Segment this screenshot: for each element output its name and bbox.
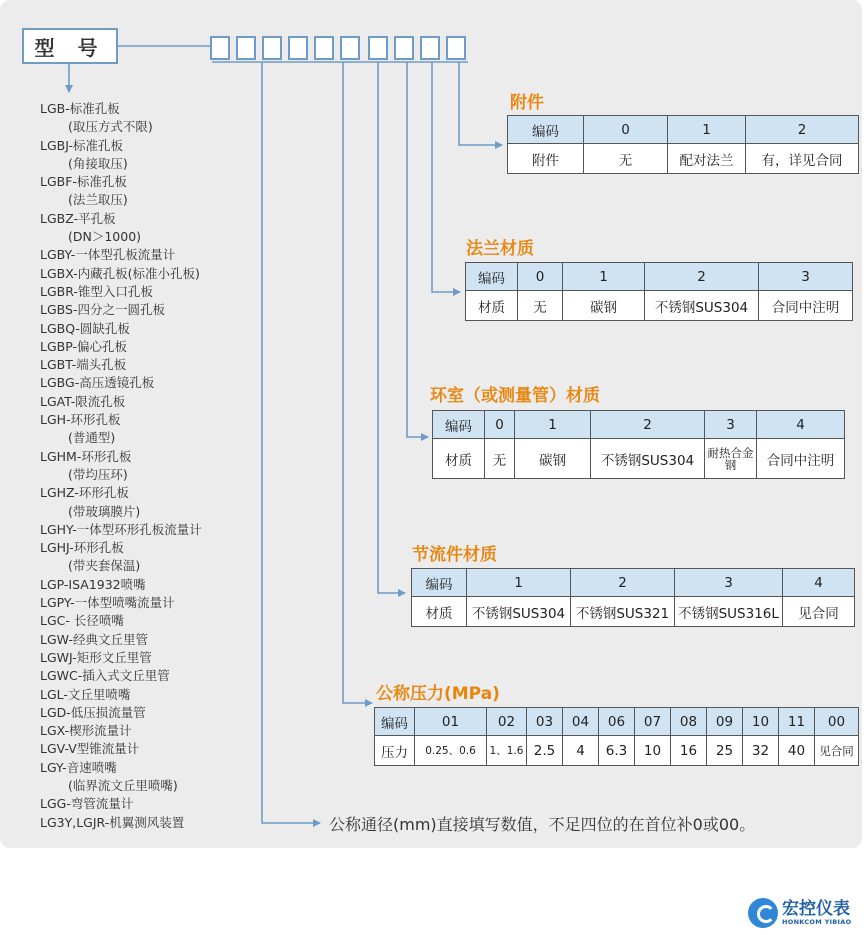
model-list-item: LGB-标准孔板 bbox=[40, 101, 120, 116]
ring-connector bbox=[407, 62, 428, 437]
model-list-item: LGG-弯管流量计 bbox=[40, 796, 134, 812]
row-cell: 合同中注明 bbox=[759, 291, 853, 321]
model-list-item: LGWC-插入式文丘里管 bbox=[40, 668, 170, 684]
code-box bbox=[446, 36, 466, 60]
code-box bbox=[420, 36, 440, 60]
header-cell: 3 bbox=[705, 411, 757, 439]
header-cell: 1 bbox=[467, 569, 571, 597]
logo-mark-icon bbox=[748, 898, 778, 928]
header-cell: 2 bbox=[645, 263, 759, 291]
model-list-item: (普通型) bbox=[68, 430, 116, 446]
row-cell: 碳钢 bbox=[515, 439, 591, 479]
model-list-item: LGHY-一体型环形孔板流量计 bbox=[40, 521, 202, 537]
code-box bbox=[288, 36, 308, 60]
model-list-item: (临界流文丘里喷嘴) bbox=[68, 777, 178, 793]
header-cell: 02 bbox=[487, 708, 527, 736]
header-cell: 0 bbox=[485, 411, 515, 439]
pressure-connector bbox=[343, 62, 372, 703]
row-cell: 压力 bbox=[375, 736, 415, 766]
code-box bbox=[394, 36, 414, 60]
model-list-item: LGY-音速喷嘴 bbox=[40, 759, 117, 775]
model-list-item: (角接取压) bbox=[68, 155, 128, 171]
header-cell: 1 bbox=[563, 263, 645, 291]
code-box bbox=[368, 36, 388, 60]
model-list-item: LGBX-内藏孔板(标准小孔板) bbox=[40, 265, 200, 281]
header-cell: 3 bbox=[675, 569, 783, 597]
header-cell: 编码 bbox=[466, 263, 518, 291]
model-list-item: LGBS-四分之一圆孔板 bbox=[40, 302, 165, 318]
header-cell: 2 bbox=[571, 569, 675, 597]
row-cell: 16 bbox=[671, 736, 707, 766]
model-list-item: LGHJ-环形孔板 bbox=[40, 540, 124, 556]
header-cell: 03 bbox=[527, 708, 563, 736]
row-cell: 4 bbox=[563, 736, 599, 766]
throttle-title: 节流件材质 bbox=[412, 545, 497, 565]
model-list-item: LGBT-端头孔板 bbox=[40, 357, 127, 373]
flange-connector bbox=[432, 62, 460, 292]
row-cell: 1、1.6 bbox=[487, 736, 527, 766]
model-list-item: (取压方式不限) bbox=[68, 119, 153, 135]
header-cell: 2 bbox=[591, 411, 705, 439]
header-cell: 编码 bbox=[412, 569, 467, 597]
row-cell: 25 bbox=[707, 736, 743, 766]
model-list-item: (法兰取压) bbox=[68, 192, 128, 208]
model-list-item: LGHZ-环形孔板 bbox=[40, 485, 129, 501]
model-list-item: LGL-文丘里喷嘴 bbox=[40, 686, 131, 702]
row-cell: 配对法兰 bbox=[668, 144, 746, 174]
diameter-connector bbox=[262, 62, 320, 823]
model-list-item: LGBJ-标准孔板 bbox=[40, 137, 123, 153]
header-cell: 04 bbox=[563, 708, 599, 736]
model-list-item: LGW-经典文丘里管 bbox=[40, 631, 149, 647]
header-cell: 编码 bbox=[433, 411, 485, 439]
model-list-item: LGAT-限流孔板 bbox=[40, 393, 126, 409]
accessory-table bbox=[507, 115, 859, 174]
header-cell: 3 bbox=[759, 263, 853, 291]
row-cell: 不锈钢SUS304 bbox=[645, 291, 759, 321]
header-cell: 2 bbox=[746, 116, 859, 144]
header-cell: 00 bbox=[815, 708, 859, 736]
header-cell: 0 bbox=[518, 263, 563, 291]
pressure-title: 公称压力(MPa) bbox=[376, 684, 500, 704]
logo-cn: 宏控仪表 bbox=[782, 899, 850, 919]
header-cell: 4 bbox=[783, 569, 855, 597]
row-cell: 6.3 bbox=[599, 736, 635, 766]
row-cell: 材质 bbox=[433, 439, 485, 479]
model-list-item: LGP-ISA1932喷嘴 bbox=[40, 576, 146, 592]
header-cell: 07 bbox=[635, 708, 671, 736]
row-cell: 10 bbox=[635, 736, 671, 766]
throttle-table bbox=[411, 568, 855, 627]
ring-title: 环室（或测量管）材质 bbox=[430, 386, 600, 406]
model-list-item: LGD-低压损流量管 bbox=[40, 704, 146, 720]
header-cell: 0 bbox=[584, 116, 668, 144]
diameter-note: 公称通径(mm)直接填写数值，不足四位的在首位补0或00。 bbox=[329, 815, 756, 834]
header-cell: 01 bbox=[415, 708, 487, 736]
model-list-item: LGWJ-矩形文丘里管 bbox=[40, 649, 152, 665]
row-cell: 见合同 bbox=[783, 597, 855, 627]
model-list-item: LGBR-锥型入口孔板 bbox=[40, 283, 153, 299]
model-list-item: LGH-环形孔板 bbox=[40, 412, 121, 428]
model-list-item: LGBQ-圆缺孔板 bbox=[40, 320, 130, 336]
code-box bbox=[210, 36, 230, 60]
model-list-item: LG3Y,LGJR-机翼测风装置 bbox=[40, 814, 185, 830]
row-cell: 无 bbox=[584, 144, 668, 174]
brand-logo bbox=[748, 898, 851, 928]
row-cell: 材质 bbox=[466, 291, 518, 321]
model-list-item: (带玻璃膜片) bbox=[68, 503, 141, 519]
model-label-box: 型 号 bbox=[22, 28, 118, 64]
code-box bbox=[236, 36, 256, 60]
model-list-item: LGV-V型锥流量计 bbox=[40, 741, 140, 757]
model-list-item: (带夹套保温) bbox=[68, 558, 141, 574]
row-cell: 材质 bbox=[412, 597, 467, 627]
model-list-item: LGBZ-平孔板 bbox=[40, 210, 116, 226]
row-cell: 合同中注明 bbox=[757, 439, 845, 479]
row-cell: 碳钢 bbox=[563, 291, 645, 321]
header-cell: 编码 bbox=[375, 708, 415, 736]
row-cell: 无 bbox=[485, 439, 515, 479]
model-list-item: LGX-楔形流量计 bbox=[40, 723, 132, 739]
row-cell: 不锈钢SUS304 bbox=[467, 597, 571, 627]
row-cell: 不锈钢SUS304 bbox=[591, 439, 705, 479]
row-cell: 40 bbox=[779, 736, 815, 766]
header-cell: 4 bbox=[757, 411, 845, 439]
code-box bbox=[262, 36, 282, 60]
row-cell: 无 bbox=[518, 291, 563, 321]
row-cell: 耐热合金钢 bbox=[705, 439, 757, 479]
accessory-connector bbox=[459, 62, 502, 145]
code-box bbox=[340, 36, 360, 60]
logo-en: HONKCOM YIBIAO bbox=[782, 918, 852, 926]
model-list-item: (带均压环) bbox=[68, 466, 128, 482]
row-cell: 2.5 bbox=[527, 736, 563, 766]
accessory-title: 附件 bbox=[510, 93, 544, 113]
row-cell: 不锈钢SUS321 bbox=[571, 597, 675, 627]
header-cell: 10 bbox=[743, 708, 779, 736]
throttle-connector bbox=[378, 62, 405, 593]
row-cell: 附件 bbox=[508, 144, 584, 174]
code-box bbox=[314, 36, 334, 60]
model-list-item: LGBY-一体型孔板流量计 bbox=[40, 247, 176, 263]
model-list-item: LGBF-标准孔板 bbox=[40, 174, 127, 190]
header-cell: 08 bbox=[671, 708, 707, 736]
header-cell: 1 bbox=[668, 116, 746, 144]
flange-table bbox=[465, 262, 853, 321]
row-cell: 见合同 bbox=[815, 736, 859, 766]
row-cell: 有，详见合同 bbox=[746, 144, 859, 174]
header-cell: 06 bbox=[599, 708, 635, 736]
model-list bbox=[40, 100, 202, 832]
row-cell: 不锈钢SUS316L bbox=[675, 597, 783, 627]
header-cell: 11 bbox=[779, 708, 815, 736]
model-list-item: (DN＞1000) bbox=[68, 229, 142, 245]
header-cell: 1 bbox=[515, 411, 591, 439]
flange-title: 法兰材质 bbox=[466, 239, 534, 259]
model-list-item: LGBG-高压透镜孔板 bbox=[40, 375, 155, 391]
ring-table bbox=[432, 410, 845, 479]
model-list-item: LGBP-偏心孔板 bbox=[40, 338, 127, 354]
model-list-item: LGC- 长径喷嘴 bbox=[40, 613, 124, 629]
row-cell: 0.25、0.6 bbox=[415, 736, 487, 766]
model-list-item: LGPY-一体型喷嘴流量计 bbox=[40, 595, 175, 611]
model-list-item: LGHM-环形孔板 bbox=[40, 448, 132, 464]
pressure-table bbox=[374, 707, 859, 766]
header-cell: 09 bbox=[707, 708, 743, 736]
row-cell: 32 bbox=[743, 736, 779, 766]
header-cell: 编码 bbox=[508, 116, 584, 144]
